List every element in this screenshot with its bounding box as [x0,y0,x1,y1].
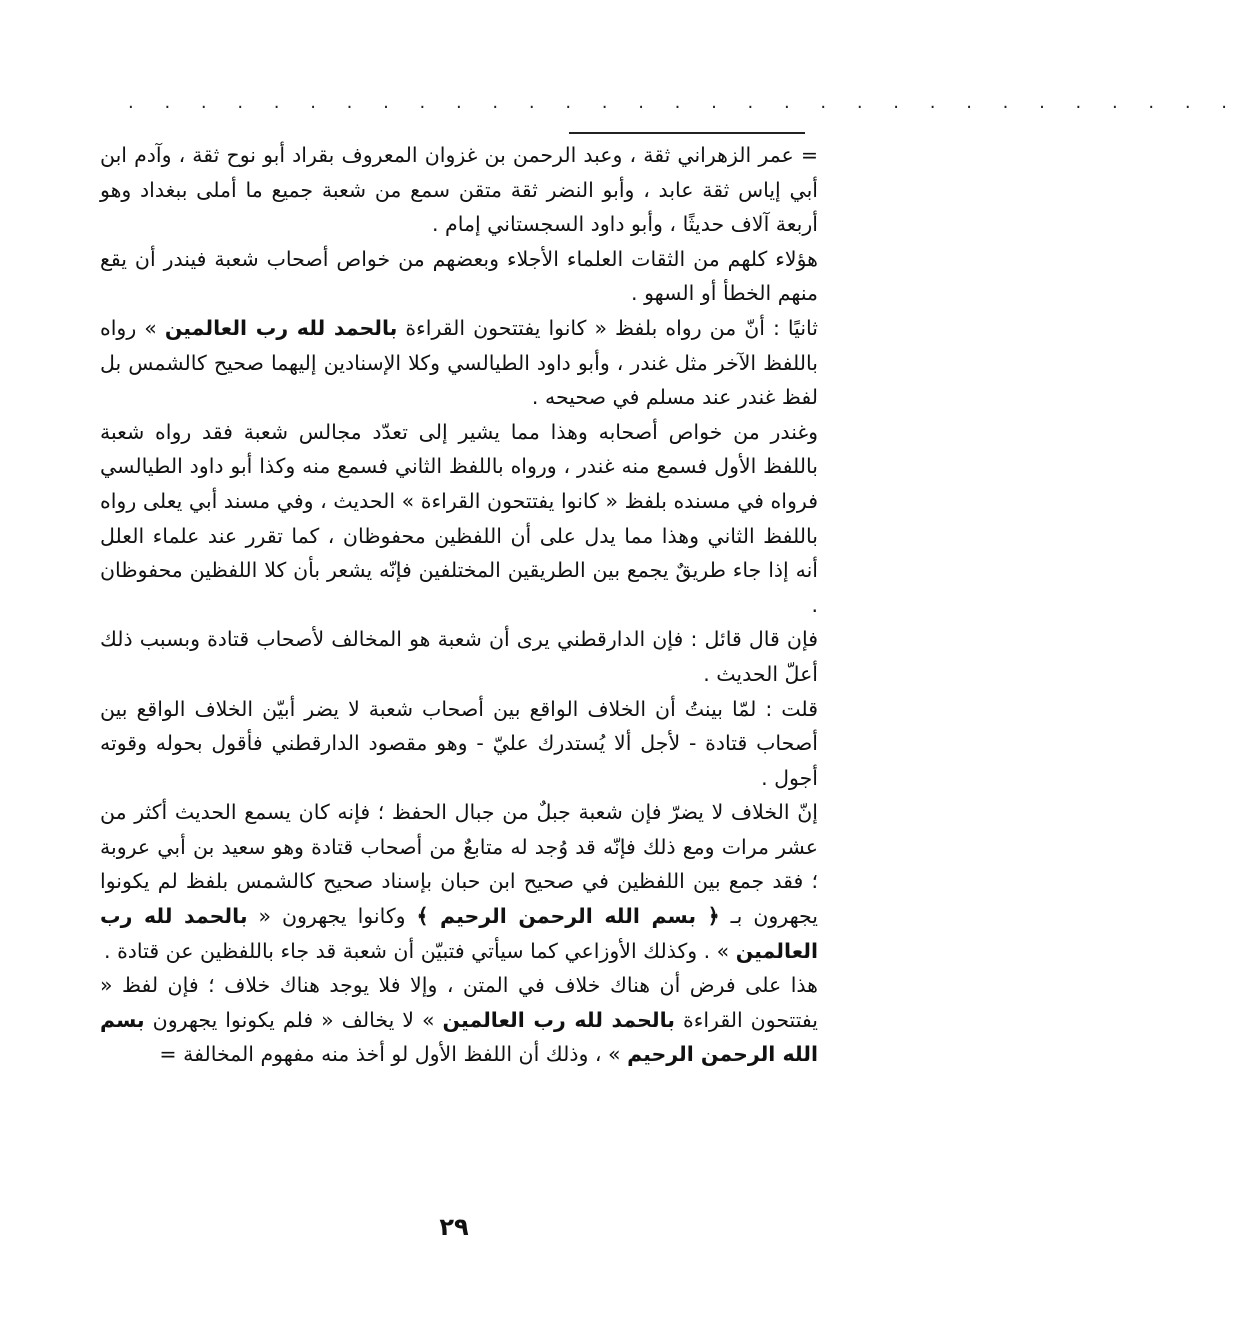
text-run: هؤلاء كلهم من الثقات العلماء الأجلاء وبعضهم من خواص أصحاب شعبة فيندر أن يقع منهم الخطأ أو السهو . [100,246,818,306]
text-run: » . وكذلك الأوزاعي كما سيأتي فتبيّن أن شعبة قد جاء باللفظين عن قتادة . [104,938,736,963]
text-run: وغندر من خواص أصحابه وهذا مما يشير إلى تعدّد مجالس شعبة فقد رواه شعبة باللفظ الأول فسمع منه غندر ، ورواه باللفظ الثاني فسمع منه وكذا أبو داود الطيالسي فرواه في مسنده بلفظ « كانوا يفتتحون القراءة » الحديث ، وفي مسند أبي يعلى رواه باللفظ الثاني وهذا مما يدل على أن اللفظين محفوظان ، كما تقرر عند علماء العلل أنه إذا جاء طريقٌ يجمع بين الطريقين المختلفين فإنّه يشعر بأن كلا اللفظين محفوظان . [100,419,818,617]
text-run: » رواه باللفظ الآخر مثل غندر ، وأبو داود الطيالسي وكلا الإسنادين إليهما صحيح كالشمس بل لفظ غندر عند مسلم في صحيحه . [100,315,818,410]
paragraph [100,692,818,796]
text-run: قلت : لمّا بينتُ أن الخلاف الواقع بين أصحاب شعبة لا يضر أبيّن الخلاف الواقع بين أصحاب قتادة - لأجل ألا يُستدرك عليّ - وهو مقصود الدارقطني فأقول بحوله وقوته أجول . [100,696,818,790]
paragraph [100,415,818,623]
text-run: وكانوا يجهرون « [247,904,417,929]
paragraph [100,968,818,1072]
bold-quote: ﴿ بسم الله الرحمن الرحيم ﴾ [416,904,720,929]
bold-quote: بالحمد لله رب العالمين [442,1007,675,1032]
text-run: » ، وذلك أن اللفظ الأول لو أخذ منه مفهوم المخالفة = [159,1042,628,1067]
paragraph [100,311,818,415]
paragraph [100,622,818,691]
text-run: ثانيًا : أنّ من رواه بلفظ « كانوا يفتتحون القراءة [397,315,819,340]
paragraph [100,795,818,968]
text-run: فإن قال قائل : فإن الدارقطني يرى أن شعبة هو المخالف لأصحاب قتادة وبسبب ذلك أعلّ الحديث . [100,627,818,686]
bold-quote: بالحمد لله رب العالمين [164,315,398,340]
bold-quote: بسم الله الرحمن الرحيم [100,1007,818,1067]
page-number: ٢٩ [439,1213,469,1241]
paragraph [100,138,818,242]
text-run: = عمر الزهراني ثقة ، وعبد الرحمن بن غزوان المعروف بقراد أبو نوح ثقة ، وآدم ابن أبي إياس ثقة عابد ، وأبو النضر ثقة متقن سمع من شعبة جميع ما أملى ببغداد وهو أربعة آلاف حديثًا ، وأبو داود السجستاني إمام . [100,143,818,237]
body-text [100,138,818,1072]
text-run: » لا يخالف « فلم يكونوا يجهرون [144,1007,443,1032]
bold-quote: بالحمد لله رب العالمين [100,904,818,963]
header-dotted-line: . . . . . . . . . . . . . . . . . . . . . . . . . . . . . . . [128,92,1240,113]
text-run: إنّ الخلاف لا يضرّ فإن شعبة جبلٌ من جبال الحفظ ؛ فإنه كان يسمع الحديث أكثر من عشر مرات ومع ذلك فإنّه قد وُجد له متابعٌ من أصحاب قتادة وهو سعيد بن أبي عروبة ؛ فقد جمع بين اللفظين في صحيح ابن حبان بإسناد صحيح كالشمس بلفظ لم يكونوا يجهرون بـ [100,800,818,929]
paragraph [100,242,818,311]
footnote-separator-rule [569,132,805,134]
text-run: هذا على فرض أن هناك خلاف في المتن ، وإلا فلا يوجد هناك خلاف ؛ فإن لفظ « يفتتحون القراءة [100,973,818,1032]
